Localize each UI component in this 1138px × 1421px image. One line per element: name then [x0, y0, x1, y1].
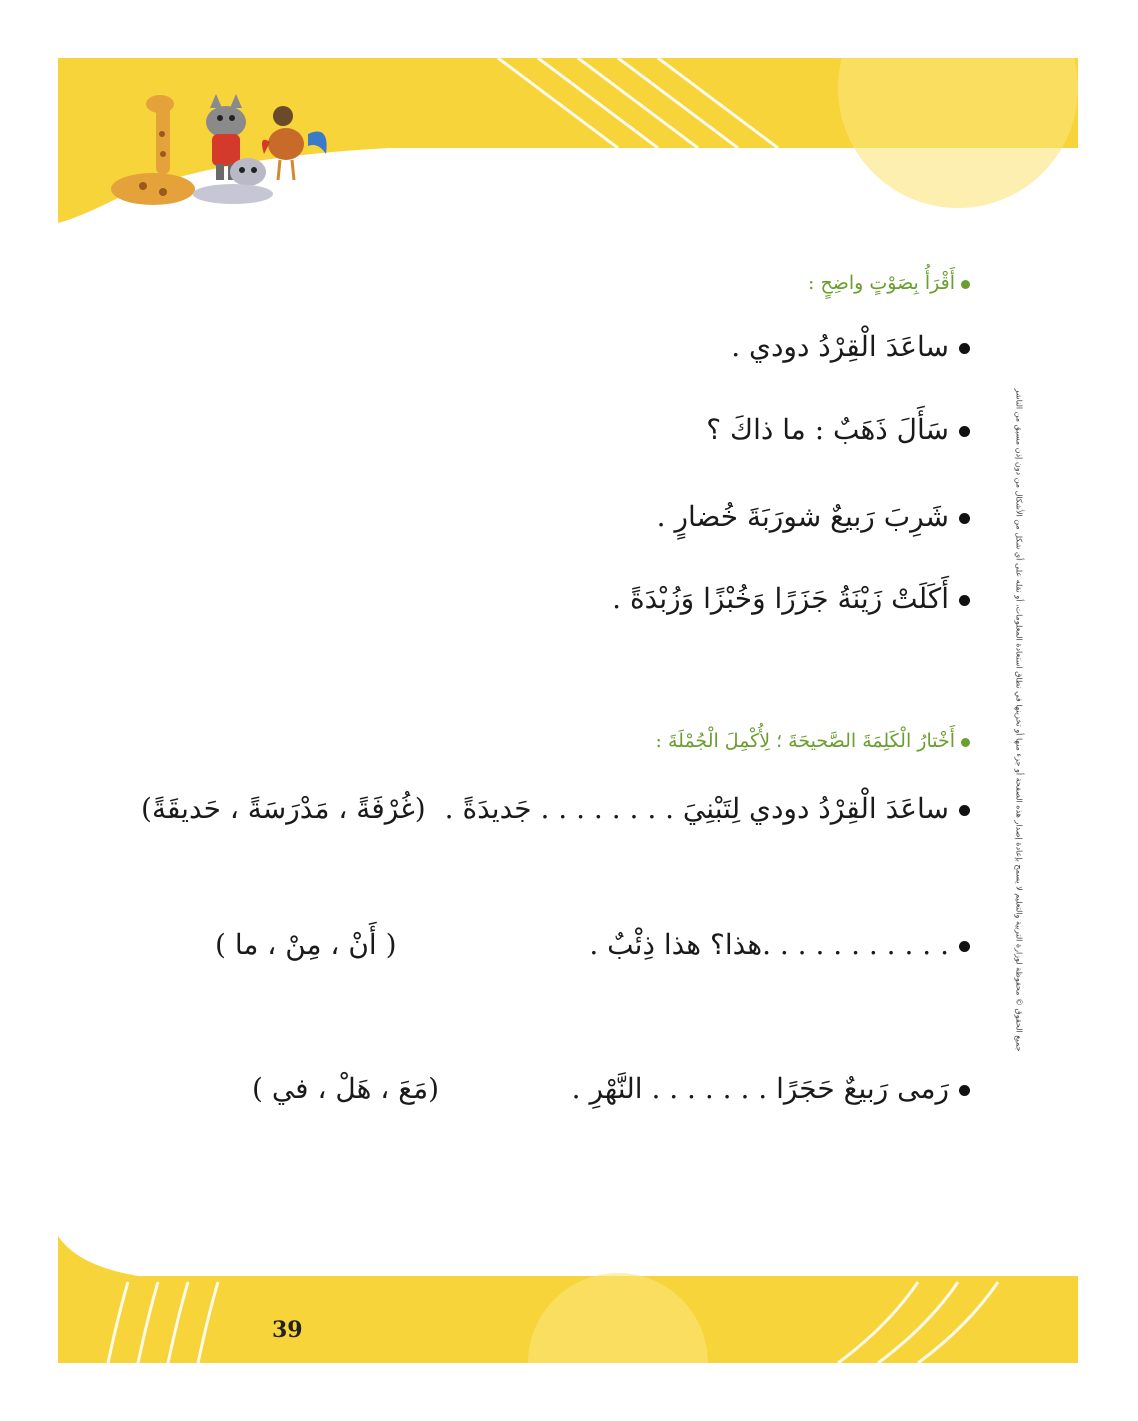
footer-banner [58, 1236, 1078, 1363]
animal-characters-illustration [108, 94, 338, 212]
read-line-4 [150, 582, 970, 615]
bullet-icon [959, 1085, 970, 1096]
choose-options: (غُرْفَةً ، مَدْرَسَةً ، حَديقَةً) [141, 792, 426, 825]
read-sentence: سَأَلَ ذَهَبٌ : ما ذاكَ ؟ [706, 413, 949, 446]
copyright-side-note [989, 370, 1049, 1070]
read-line-2 [150, 413, 970, 446]
bullet-icon [959, 595, 970, 606]
read-sentence: ساعَدَ الْقِرْدُ دودي . [731, 330, 949, 363]
choose-sentence: ساعَدَ الْقِرْدُ دودي لِتَبْنِيَ . . . . . . . . جَديدَةً . [444, 792, 949, 825]
choose-sentence: . . . . . . . . . . .هذا؟ هذا ذِئْبٌ . [589, 928, 949, 961]
bullet-icon [959, 513, 970, 524]
choose-options-2: ( أَنْ ، مِنْ ، ما ) [215, 928, 397, 961]
read-sentence: أَكَلَتْ زَيْنَةُ جَزَرًا وَخُبْزًا وَزُبْدَةً . [612, 582, 949, 615]
choose-item-1 [130, 792, 970, 825]
read-line-3 [150, 500, 970, 533]
read-line-1 [150, 330, 970, 363]
giraffe-icon [111, 95, 195, 205]
section-read-aloud [150, 272, 970, 294]
section-choose-word [150, 730, 970, 752]
green-bullet-icon [961, 738, 970, 747]
rooster-icon [262, 106, 327, 180]
section2-heading-text: أَخْتارُ الْكَلِمَةَ الصَّحيحَةَ ؛ لِأُكْمِلَ الْجُمْلَةَ : [655, 730, 955, 752]
bullet-icon [959, 805, 970, 816]
page-number: 39 [272, 1317, 303, 1343]
choose-options-3: (مَعَ ، هَلْ ، في ) [252, 1072, 440, 1105]
choose-sentence: رَمى رَبيعٌ حَجَرًا . . . . . . . النَّهْرِ . [571, 1072, 949, 1105]
bullet-icon [959, 343, 970, 354]
green-bullet-icon [961, 280, 970, 289]
bullet-icon [959, 941, 970, 952]
section2-heading [150, 730, 970, 752]
section1-heading-text: أَقْرَأُ بِصَوْتٍ واضِحٍ : [808, 272, 955, 294]
copyright-text: جميع الحقوق © محفوظة لوزارة التربية والتعليم لا يسمح بإعادة إصدار هذه الصفحة أو جزء منها أو تخزينها في نطاق استعادة المعلومات، أو نقله على أي شكل من الأشكال من دون إذن مسبق من الناشر [1014, 388, 1024, 1052]
read-sentence: شَرِبَ رَبيعٌ شورَبَةَ خُضارٍ . [656, 500, 949, 533]
section1-heading [150, 272, 970, 294]
bullet-icon [959, 426, 970, 437]
cat-icon [193, 158, 273, 204]
